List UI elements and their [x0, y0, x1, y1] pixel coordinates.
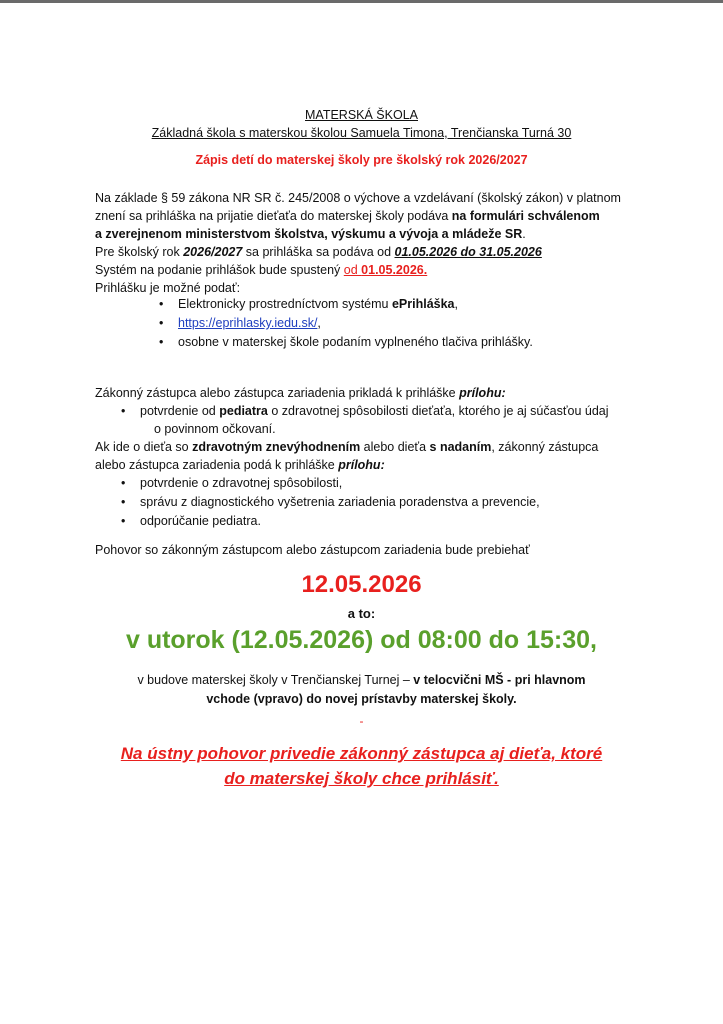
list-item-continuation: o povinnom očkovaní.	[154, 422, 276, 436]
intro-line-3: a zverejnenom ministerstvom školstva, výskumu a vývoja a mládeže SR.	[95, 227, 526, 241]
special-attachments-list	[121, 474, 660, 530]
intro-line-2: znení sa prihláška na prijatie dieťaťa do materskej školy podáva na formulári schválenom	[95, 209, 600, 223]
submit-options-list	[159, 295, 658, 351]
institution-name: Základná škola s materskou školou Samuela Timona, Trenčianska Turná 30	[151, 126, 572, 140]
bullet-icon: •	[121, 514, 126, 528]
list-item: • správu z diagnostického vyšetrenia zariadenia poradenstva a prevencie,	[121, 495, 540, 509]
bullet-icon: •	[159, 297, 164, 311]
bullet-icon: •	[121, 495, 126, 509]
list-item: • odporúčanie pediatra.	[121, 514, 261, 528]
interview-lead: Pohovor so zákonným zástupcom alebo zástupcom zariadenia bude prebiehať	[95, 543, 530, 557]
interview-date: 12.05.2026	[301, 571, 422, 598]
interview-location: v budove materskej školy v Trenčianskej Turnej – v telocvični MŠ - pri hlavnom vchode (vpravo) do novej prístavby materskej školy.	[137, 673, 586, 706]
interview-ato: a to:	[347, 606, 376, 621]
list-item: • potvrdenie od pediatra o zdravotnej spôsobilosti dieťaťa, ktorého je aj súčasťou údaj	[121, 404, 609, 418]
system-start-line: Systém na podanie prihlášok bude spustený od 01.05.2026.	[95, 263, 428, 277]
eprihlasky-link[interactable]: https://eprihlasky.iedu.sk/	[178, 316, 318, 330]
list-item: • potvrdenie o zdravotnej spôsobilosti,	[121, 476, 343, 490]
bullet-icon: •	[121, 404, 126, 418]
intro-paragraph	[95, 189, 655, 297]
bullet-icon: •	[159, 335, 164, 349]
interview-time: v utorok (12.05.2026) od 08:00 do 15:30,	[125, 626, 598, 654]
bullet-icon: •	[159, 316, 164, 330]
bullet-icon: •	[121, 476, 126, 490]
attachments-list	[121, 402, 660, 438]
list-item: • Elektronicky prostredníctvom systému ePrihláška,	[159, 297, 458, 311]
final-notice: Na ústny pohovor privedie zákonný zástupca aj dieťa, ktoré do materskej školy chce prihlásiť.	[120, 744, 603, 788]
special-needs-paragraph: Ak ide o dieťa so zdravotným znevýhodnením alebo dieťa s nadaním, zákonný zástupca alebo zástupca zariadenia podá k prihláške prílohu:	[95, 440, 599, 472]
document-title: MATERSKÁ ŠKOLA	[305, 108, 418, 122]
document-subject: Zápis detí do materskej školy pre školský rok 2026/2027	[195, 153, 528, 167]
list-item: • https://eprihlasky.iedu.sk/,	[159, 316, 321, 330]
submit-lead: Prihlášku je možné podať:	[95, 281, 241, 295]
attachments-lead: Zákonný zástupca alebo zástupca zariadenia prikladá k prihláške prílohu:	[95, 386, 506, 400]
school-year-line: Pre školský rok 2026/2027 sa prihláška sa podáva od 01.05.2026 do 31.05.2026	[95, 245, 542, 259]
separator-dash: -	[359, 714, 364, 728]
intro-line-1: Na základe § 59 zákona NR SR č. 245/2008 o výchove a vzdelávaní (školský zákon) v platnom	[95, 191, 621, 205]
list-item: • osobne v materskej škole podaním vyplneného tlačiva prihlášky.	[159, 335, 533, 349]
